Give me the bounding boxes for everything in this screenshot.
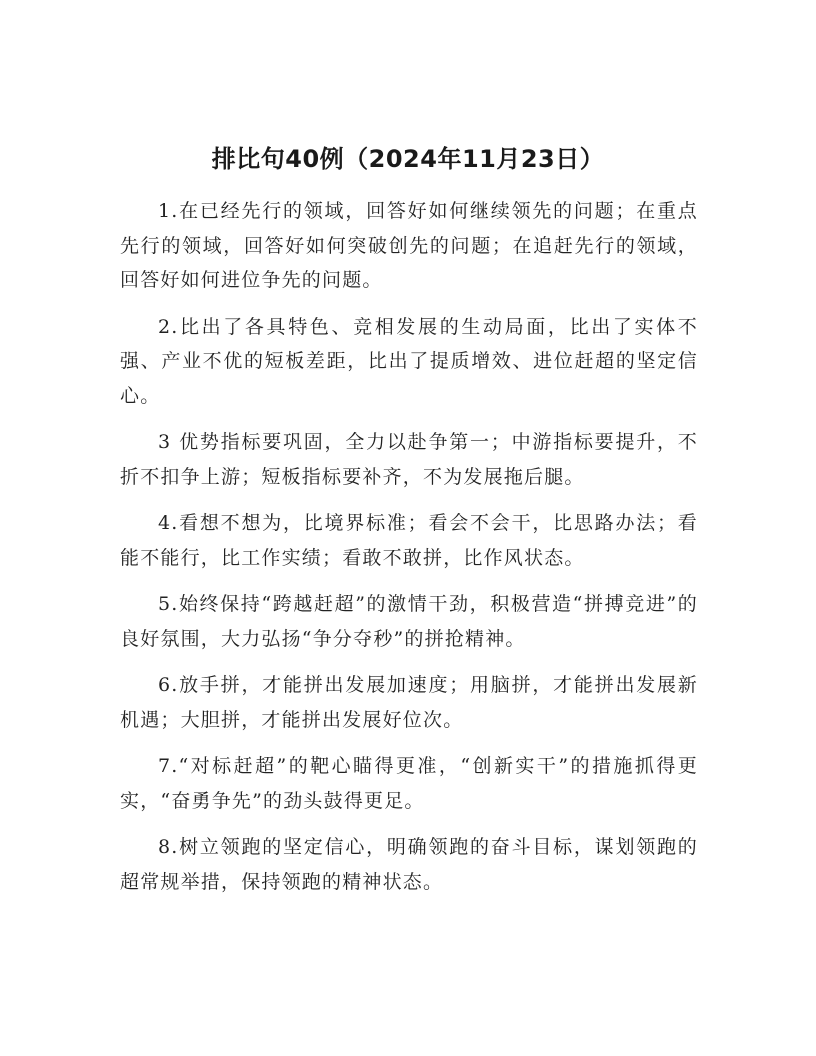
document-title: 排比句40例（2024年11月23日） xyxy=(211,145,605,173)
paragraph-4: 4.看想不想为，比境界标准；看会不会干，比思路办法；看能不能行，比工作实绩；看敢不敢拼，比作风状态。 xyxy=(120,512,698,569)
paragraph-2: 2.比出了各具特色、竞相发展的生动局面，比出了实体不强、产业不优的短板差距，比出了提质增效、进位赶超的坚定信心。 xyxy=(120,315,698,407)
paragraph-3: 3 优势指标要巩固，全力以赴争第一；中游指标要提升，不折不扣争上游；短板指标要补齐，不为发展拖后腿。 xyxy=(120,431,698,488)
paragraph-1: 1.在已经先行的领域，回答好如何继续领先的问题；在重点先行的领域，回答好如何突破创先的问题；在追赶先行的领域，回答好如何进位争先的问题。 xyxy=(120,200,698,291)
paragraph-8: 8.树立领跑的坚定信心，明确领跑的奋斗目标，谋划领跑的超常规举措，保持领跑的精神状态。 xyxy=(120,836,698,893)
paragraph-5: 5.始终保持“跨越赶超”的激情干劲，积极营造“拼搏竞进”的良好氛围，大力弘扬“争分夺秒”的拼抢精神。 xyxy=(120,593,698,650)
document-body xyxy=(120,194,698,911)
paragraph-6: 6.放手拼，才能拼出发展加速度；用脑拼，才能拼出发展新机遇；大胆拼，才能拼出发展好位次。 xyxy=(120,674,698,731)
paragraph-7: 7.“对标赶超”的靶心瞄得更准，“创新实干”的措施抓得更实，“奋勇争先”的劲头鼓得更足。 xyxy=(120,755,698,812)
